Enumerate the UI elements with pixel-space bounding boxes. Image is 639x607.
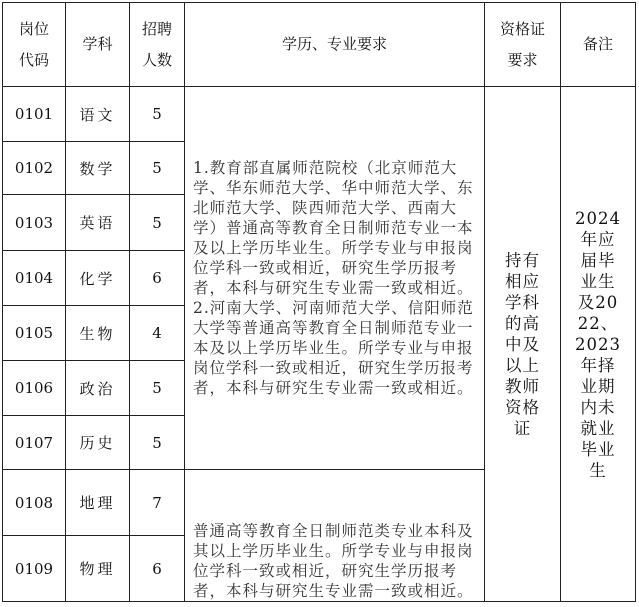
row-subject: 英语 [66, 195, 130, 251]
recruitment-table [2, 2, 636, 602]
education-requirement-1: 1.教育部直属师范院校（北京师范大学、华东师范大学、华中师范大学、东北师范大学、陕西师范大学、西南大学）普通高等教育全日制师范专业一本及以上学历毕业生。所学专业与申报岗位学科一致或相近，研究生学历报考者，本科与研究生专业需一致或相近。2.河南大学、河南师范大学、信阳师范大学等普通高等教育全日制师范专业一本及以上学历毕业生。所学专业与申报岗位学科一致或相近，研究生学历报考者，本科与研究生专业需一致或相近。 [185, 87, 485, 470]
row-count: 7 [130, 470, 185, 536]
row-subject: 生物 [66, 306, 130, 361]
row-subject: 历史 [66, 416, 130, 470]
row-subject: 地理 [66, 470, 130, 536]
row-code: 0102 [3, 142, 66, 195]
row-count: 6 [130, 251, 185, 306]
row-code: 0104 [3, 251, 66, 306]
row-count: 5 [130, 142, 185, 195]
row-subject: 化学 [66, 251, 130, 306]
header-row [3, 3, 636, 87]
header-note: 备注 [561, 3, 636, 87]
row-count: 5 [130, 416, 185, 470]
row-code: 0103 [3, 195, 66, 251]
row-subject: 数学 [66, 142, 130, 195]
row-code: 0108 [3, 470, 66, 536]
row-subject: 物理 [66, 536, 130, 602]
header-qualification: 资格证要求 [485, 3, 561, 87]
row-code: 0101 [3, 87, 66, 142]
header-subject: 学科 [66, 3, 130, 87]
row-code: 0105 [3, 306, 66, 361]
row-count: 5 [130, 361, 185, 416]
row-code: 0107 [3, 416, 66, 470]
row-count: 5 [130, 87, 185, 142]
qualification-requirement: 持有相应学科的高中及以上教师资格证 [485, 87, 561, 602]
header-code: 岗位代码 [3, 3, 66, 87]
table-row [3, 87, 636, 142]
row-code: 0106 [3, 361, 66, 416]
education-requirement-2: 普通高等教育全日制师范类专业本科及其以上学历毕业生。所学专业与申报岗位学科一致或相近，研究生学历报考者，本科与研究生专业需一致或相近。 [185, 470, 485, 602]
row-subject: 政治 [66, 361, 130, 416]
header-count: 招聘人数 [130, 3, 185, 87]
row-subject: 语文 [66, 87, 130, 142]
row-count: 6 [130, 536, 185, 602]
row-count: 5 [130, 195, 185, 251]
note-text: 2024年应届毕业生及2022、2023年择业期内未就业毕业生 [561, 87, 636, 602]
header-education: 学历、专业要求 [185, 3, 485, 87]
row-count: 4 [130, 306, 185, 361]
row-code: 0109 [3, 536, 66, 602]
